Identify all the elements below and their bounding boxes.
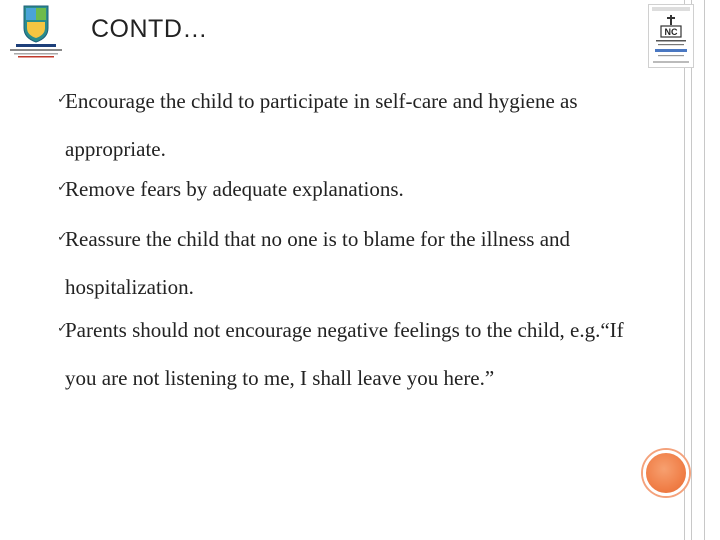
checkmark-icon: ✓ xyxy=(57,92,68,107)
checkmark-icon: ✓ xyxy=(57,321,68,336)
yenepoya-crest-icon xyxy=(6,4,66,62)
bullet-text: Encourage the child to participate in self-care and hygiene as appropriate. xyxy=(65,89,578,161)
nursing-college-logo xyxy=(648,4,694,68)
slide-title: CONTD… xyxy=(91,15,208,43)
yenepoya-logo xyxy=(6,4,66,62)
decorative-circle xyxy=(643,450,689,496)
nursing-college-crest-icon xyxy=(649,5,693,67)
checkmark-icon: ✓ xyxy=(57,180,68,195)
svg-text:NC: NC xyxy=(664,27,678,37)
bullet-text: Parents should not encourage negative feelings to the child, e.g.“If you are not listening to me, I shall leave you here.” xyxy=(65,318,624,390)
right-border-line xyxy=(704,0,705,540)
bullet-text: Reassure the child that no one is to blame for the illness and hospitalization. xyxy=(65,227,571,299)
right-border-line xyxy=(691,0,692,540)
bullet-text: Remove fears by adequate explanations. xyxy=(65,177,404,201)
checkmark-icon: ✓ xyxy=(57,230,68,245)
